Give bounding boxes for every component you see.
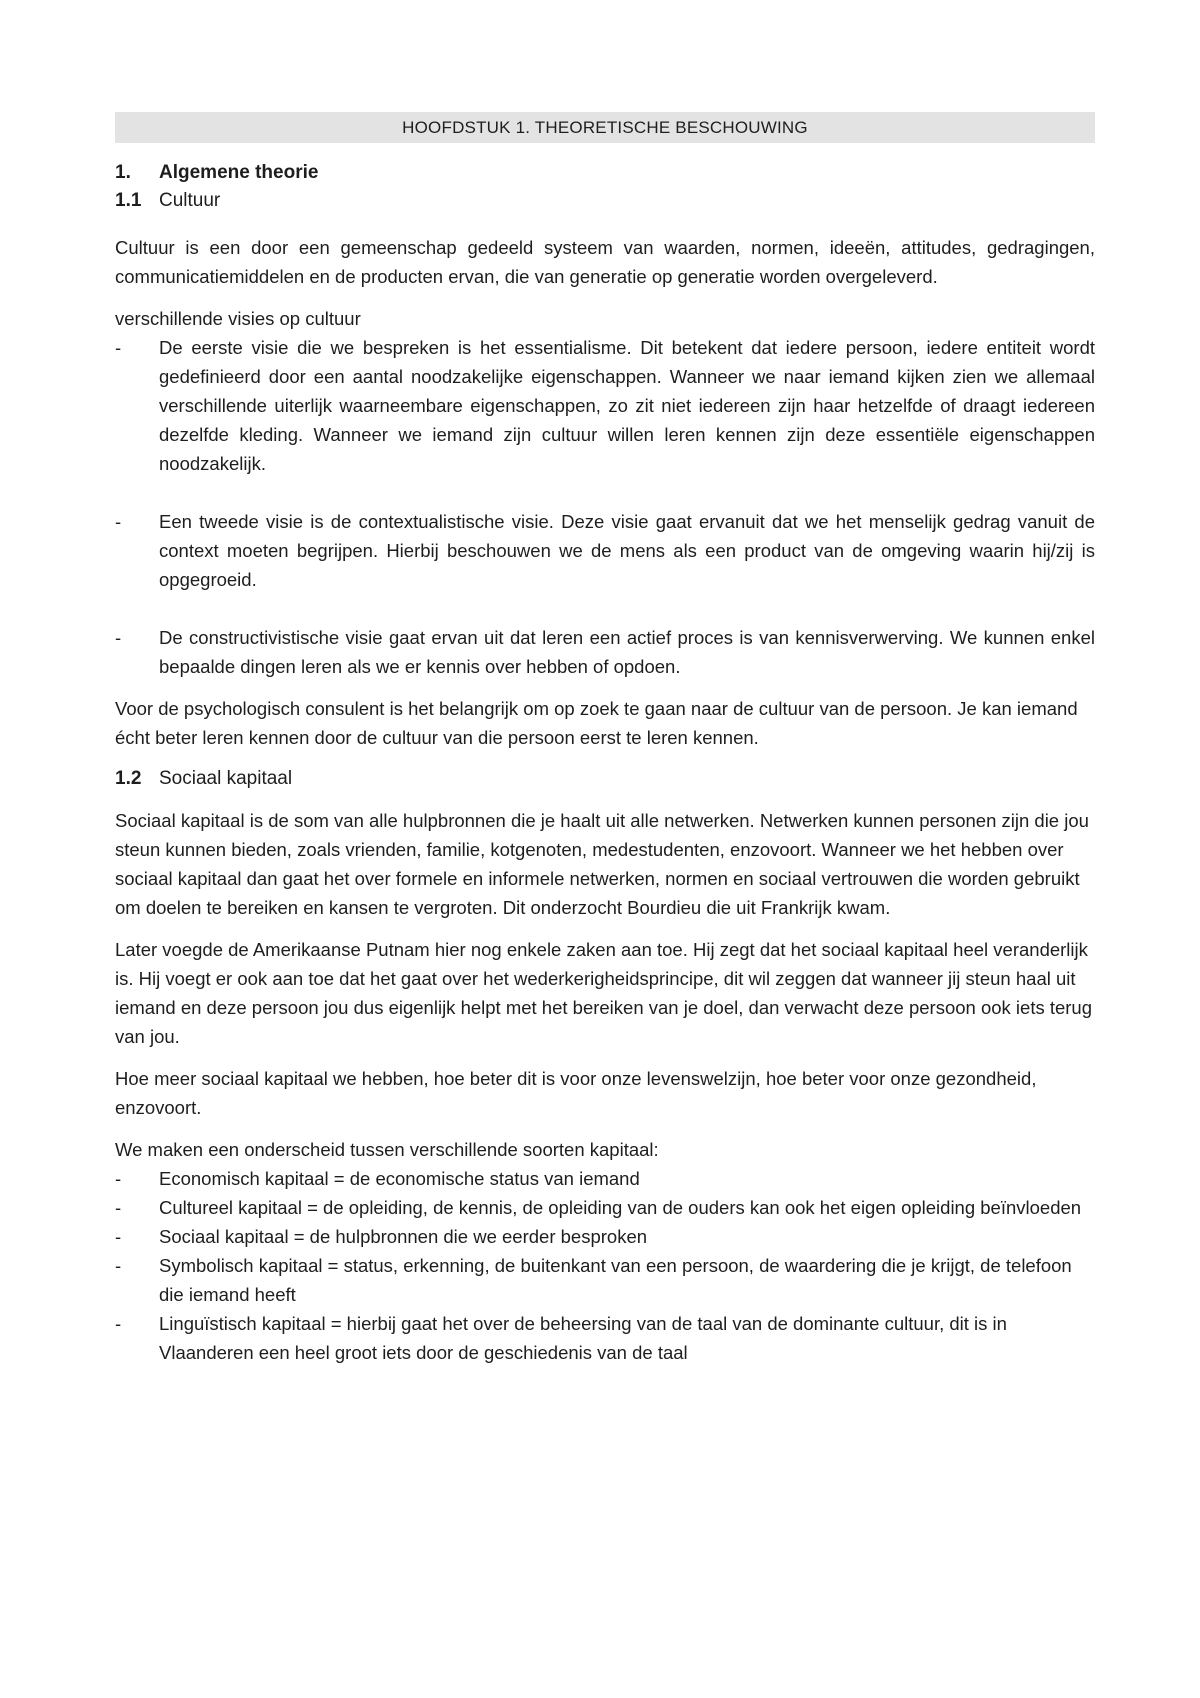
paragraph: Sociaal kapitaal is de som van alle hulpbronnen die je haalt uit alle netwerken. Netwerken kunnen personen zijn die jou steun kunnen bieden, zoals vrienden, familie, kotgenoten, medestudenten, enzovoort. Wanneer we het hebben over sociaal kapitaal dan gaat het over formele en informele netwerken, normen en sociaal vertrouwen die worden gebruikt om doelen te bereiken en kansen te vergroten. Dit onderzocht Bourdieu die uit Frankrijk kwam.	[115, 810, 1089, 918]
section-heading-1-1	[115, 187, 1095, 215]
list-item-text: Een tweede visie is de contextualistische visie. Deze visie gaat ervanuit dat we het menselijk gedrag vanuit de context moeten begrijpen. Hierbij beschouwen we de mens als een product van de omgeving waarin hij/zij is opgegroeid.	[159, 511, 1095, 590]
section-title: Algemene theorie	[159, 162, 319, 183]
dash-bullet: -	[115, 1255, 122, 1276]
list-item	[115, 507, 1095, 594]
list-item	[115, 1164, 1095, 1193]
kapitaal-list	[115, 1164, 1095, 1367]
section-number: 1.	[115, 162, 131, 183]
list-item-text: De constructivistische visie gaat ervan uit dat leren een actief proces is van kennisverwerving. We kunnen enkel bepaalde dingen leren als we er kennis over hebben of opdoen.	[159, 627, 1095, 677]
dash-bullet: -	[115, 1226, 122, 1247]
list-item	[115, 1309, 1095, 1367]
document-content	[115, 112, 1095, 1367]
list-item	[115, 623, 1095, 681]
list-item-text: De eerste visie die we bespreken is het essentialisme. Dit betekent dat iedere persoon, iedere entiteit wordt gedefinieerd door een aantal noodzakelijke eigenschappen. Wanneer we naar iemand kijken zien we allemaal verschillende uiterlijk waarneembare eigenschappen, zo zit niet iedereen zijn haar hetzelfde of draagt iedereen dezelfde kleding. Wanneer we iemand zijn cultuur willen leren kennen zijn deze essentiële eigenschappen noodzakelijk.	[159, 337, 1095, 474]
paragraph: Later voegde de Amerikaanse Putnam hier nog enkele zaken aan toe. Hij zegt dat het sociaal kapitaal heel veranderlijk is. Hij voegt er ook aan toe dat het gaat over het wederkerigheidsprincipe, dit wil zeggen dat wanneer jij steun haal uit iemand en deze persoon jou dus eigenlijk helpt met het bereiken van je doel, dan verwacht deze persoon ook iets terug van jou.	[115, 939, 1093, 1047]
section-heading-1-2	[115, 765, 1095, 793]
section-title: Sociaal kapitaal	[159, 768, 293, 789]
dash-bullet: -	[115, 1313, 122, 1334]
list-item-text: Economisch kapitaal = de economische status van iemand	[159, 1168, 640, 1189]
paragraph: We maken een onderscheid tussen verschillende soorten kapitaal:	[115, 1139, 659, 1160]
dash-bullet: -	[115, 1168, 122, 1189]
list-item-text: Sociaal kapitaal = de hulpbronnen die we eerder besproken	[159, 1226, 648, 1247]
list-item	[115, 333, 1095, 478]
list-item	[115, 1193, 1095, 1222]
section-number: 1.2	[115, 768, 142, 789]
dash-bullet: -	[115, 627, 122, 648]
visies-list	[115, 333, 1095, 681]
chapter-title: HOOFDSTUK 1. THEORETISCHE BESCHOUWING	[115, 112, 1095, 143]
list-item	[115, 1251, 1095, 1309]
list-item-text: Cultureel kapitaal = de opleiding, de kennis, de opleiding van de ouders kan ook het eigen opleiding beïnvloeden	[159, 1197, 1082, 1218]
list-item-text: Symbolisch kapitaal = status, erkenning, de buitenkant van een persoon, de waardering die je krijgt, de telefoon die iemand heeft	[159, 1255, 1072, 1305]
dash-bullet: -	[115, 1197, 122, 1218]
visies-intro: verschillende visies op cultuur	[115, 308, 361, 329]
list-item-text: Linguïstisch kapitaal = hierbij gaat het over de beheersing van de taal van de dominante cultuur, dit is in Vlaanderen een heel groot iets door de geschiedenis van de taal	[159, 1313, 1007, 1363]
section-heading-1	[115, 159, 1095, 187]
dash-bullet: -	[115, 511, 122, 532]
consulent-paragraph: Voor de psychologisch consulent is het belangrijk om op zoek te gaan naar de cultuur van de persoon. Je kan iemand écht beter leren kennen door de cultuur van die persoon eerst te leren kennen.	[115, 698, 1078, 748]
section-number: 1.1	[115, 190, 142, 211]
list-item	[115, 1222, 1095, 1251]
dash-bullet: -	[115, 337, 122, 358]
section-title: Cultuur	[159, 190, 221, 211]
paragraph: Hoe meer sociaal kapitaal we hebben, hoe beter dit is voor onze levenswelzijn, hoe beter voor onze gezondheid, enzovoort.	[115, 1068, 1037, 1118]
cultuur-definition: Cultuur is een door een gemeenschap gedeeld systeem van waarden, normen, ideeën, attitudes, gedragingen, communicatiemiddelen en de producten ervan, die van generatie op generatie worden overgeleverd.	[115, 237, 1095, 287]
